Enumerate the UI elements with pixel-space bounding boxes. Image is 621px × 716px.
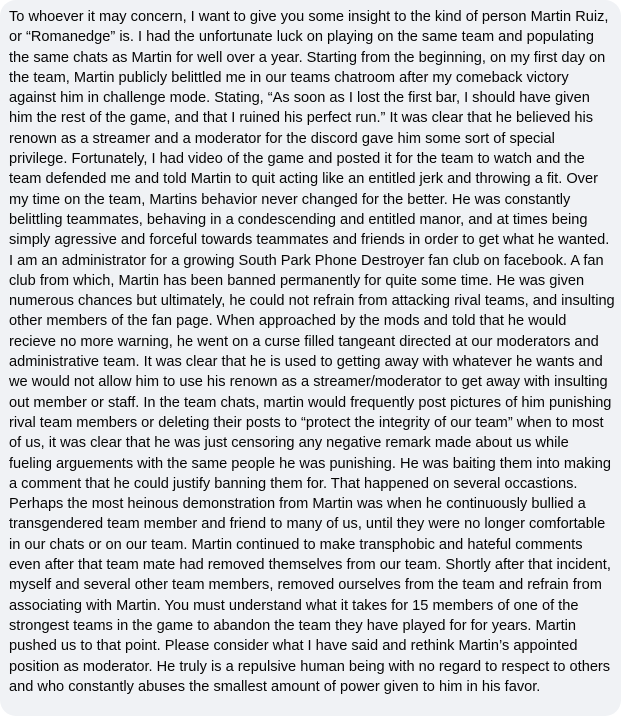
message-text: To whoever it may concern, I want to give you some insight to the kind of person Martin Ruiz, or “Romanedge” is. I had the unfortunate luck on playing on the same team and populating the same chats as Martin for well over a year. Starting from the beginning, on my first day on the team, Martin publicly belittled me in our teams chatroom after my comeback victory against him in challenge mode. Stating, “As soon as I lost the first bar, I should have given him the rest of the game, and that I ruined his perfect run.” It was clear that he believed his renown as a streamer and a moderator for the discord gave him some sort of special privilege. Fortunately, I had video of the game and posted it for the team to watch and the team defended me and told Martin to quit acting like an entitled jerk and throwing a fit. Over my time on the team, Martins behavior never changed for the better. He was constantly belittling teammates, behaving in a condescending and entitled manor, and at times being simply agressive and forceful towards teammates and friends in order to get what he wanted. I am an administrator for a growing South Park Phone Destroyer fan club on facebook. A fan club from which, Martin has been banned permanently for quite some time. He was given numerous chances but ultimately, he could not refrain from attacking rival teams, and insulting other members of the fan page. When approached by the mods and told that he would recieve no more warning, he went on a curse filled tangeant directed at our moderators and administrative team. It was clear that he is used to getting away with whatever he wants and we would not allow him to use his renown as a streamer/moderator to get away with insulting out member or staff. In the team chats, martin would frequently post pictures of him punishing rival team members or deleting their posts to “protect the integrity of our team” when to most of us, it was clear that he was just censoring any negative remark made about us while fueling arguements with the same people he was punishing. He was baiting them into making a comment that he could justify banning them for. That happened on several occastions. Perhaps the most heinous demonstration from Martin was when he continuously bullied a transgendered team member and friend to many of us, until they were no longer comfortable in our chats or on our team. Martin continued to make transphobic and hateful comments even after that team mate had removed themselves from our team. Shortly after that incident, myself and several other team members, removed ourselves from the team and refrain from associating with Martin. You must understand what it takes for 15 members of one of the strongest teams in the game to abandon the team they have played for for years. Martin pushed us to that point. Please consider what I have said and rethink Martin’s appointed position as moderator. He truly is a repulsive human being with no regard to respect to others and who constantly abuses the smallest amount of power given to him in his favor. (9, 9, 615, 695)
